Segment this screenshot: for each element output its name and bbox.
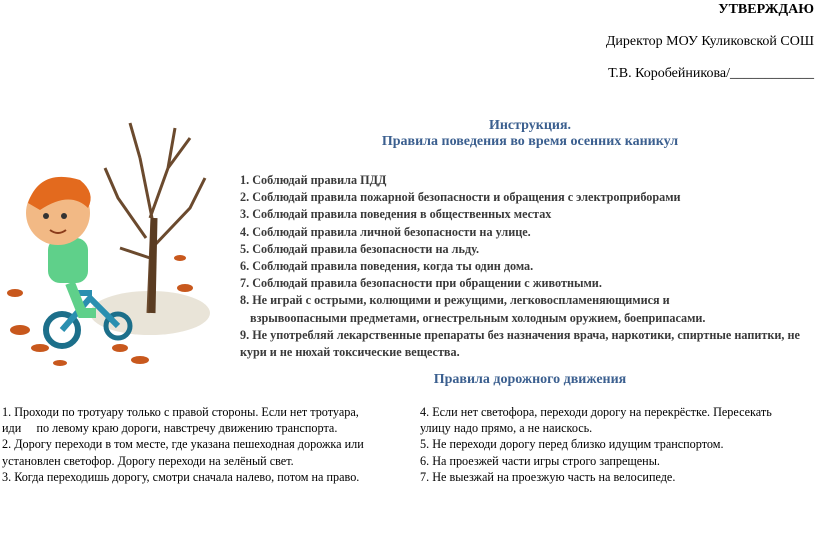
traffic-rule-line: 3. Когда переходишь дорогу, смотри сначала налево, потом на право. — [2, 469, 360, 484]
rule-item: 6. Соблюдай правила поведения, когда ты один дома. — [240, 259, 534, 274]
behavior-rules-list — [240, 172, 816, 361]
rule-item: 1. Соблюдай правила ПДД — [240, 173, 387, 187]
signature-line: Т.В. Коробейникова/____________ — [608, 66, 814, 81]
traffic-rule-line: 7. Не выезжай на проезжую часть на велосипеде. — [420, 469, 676, 484]
traffic-rules-right — [420, 404, 812, 485]
rule-item: 7. Соблюдай правила безопасности при обращении с животными. — [240, 276, 602, 291]
instruction-title-block — [330, 118, 730, 150]
boy-on-tricycle-icon — [0, 98, 230, 373]
instruction-subtitle: Правила поведения во время осенних каникул — [381, 134, 679, 149]
rule-item: 3. Соблюдай правила поведения в общественных местах — [240, 207, 552, 222]
traffic-rule-line: 4. Если нет светофора, переходи дорогу на перекрёстке. Пересекать — [420, 405, 772, 419]
traffic-rules-title: Правила дорожного движения — [433, 372, 627, 387]
rule-item: 2. Соблюдай правила пожарной безопасности и обращения с электроприборами — [240, 190, 681, 205]
traffic-rule-line: 5. Не переходи дорогу перед близко идущим транспортом. — [420, 437, 724, 452]
rule-item: 4. Соблюдай правила личной безопасности на улице. — [240, 224, 531, 239]
traffic-rule-line: улицу надо прямо, а не наискось. — [420, 421, 593, 436]
rule-item: кури и не нюхай токсические вещества. — [240, 345, 460, 360]
rule-item: взрывоопасными предметами, огнестрельным холодным оружием, боеприпасами. — [250, 310, 706, 325]
approval-block — [414, 2, 814, 82]
approve-heading: УТВЕРЖДАЮ — [718, 2, 814, 17]
traffic-rule-line: установлен светофор. Дорогу переходи на зелёный свет. — [2, 453, 294, 468]
director-line: Директор МОУ Куликовской СОШ — [605, 34, 814, 49]
instruction-title: Инструкция. — [488, 118, 572, 133]
traffic-rule-line: иди по левому краю дороги, навстречу движению транспорта. — [2, 421, 338, 436]
rule-item: 9. Не употребляй лекарственные препараты без назначения врача, наркотики, спиртные напитки, не — [240, 327, 800, 342]
traffic-rule-line: 2. Дорогу переходи в том месте, где указана пешеходная дорожка или — [2, 437, 364, 452]
rule-item: 5. Соблюдай правила безопасности на льду. — [240, 241, 480, 256]
traffic-rules-left — [2, 404, 402, 485]
traffic-rule-line: 1. Проходи по тротуару только с правой стороны. Если нет тротуара, — [2, 405, 359, 419]
rule-item: 8. Не играй с острыми, колющими и режущими, легковоспламеняющимися и — [240, 293, 670, 308]
traffic-rule-line: 6. На проезжей части игры строго запрещены. — [420, 453, 660, 468]
